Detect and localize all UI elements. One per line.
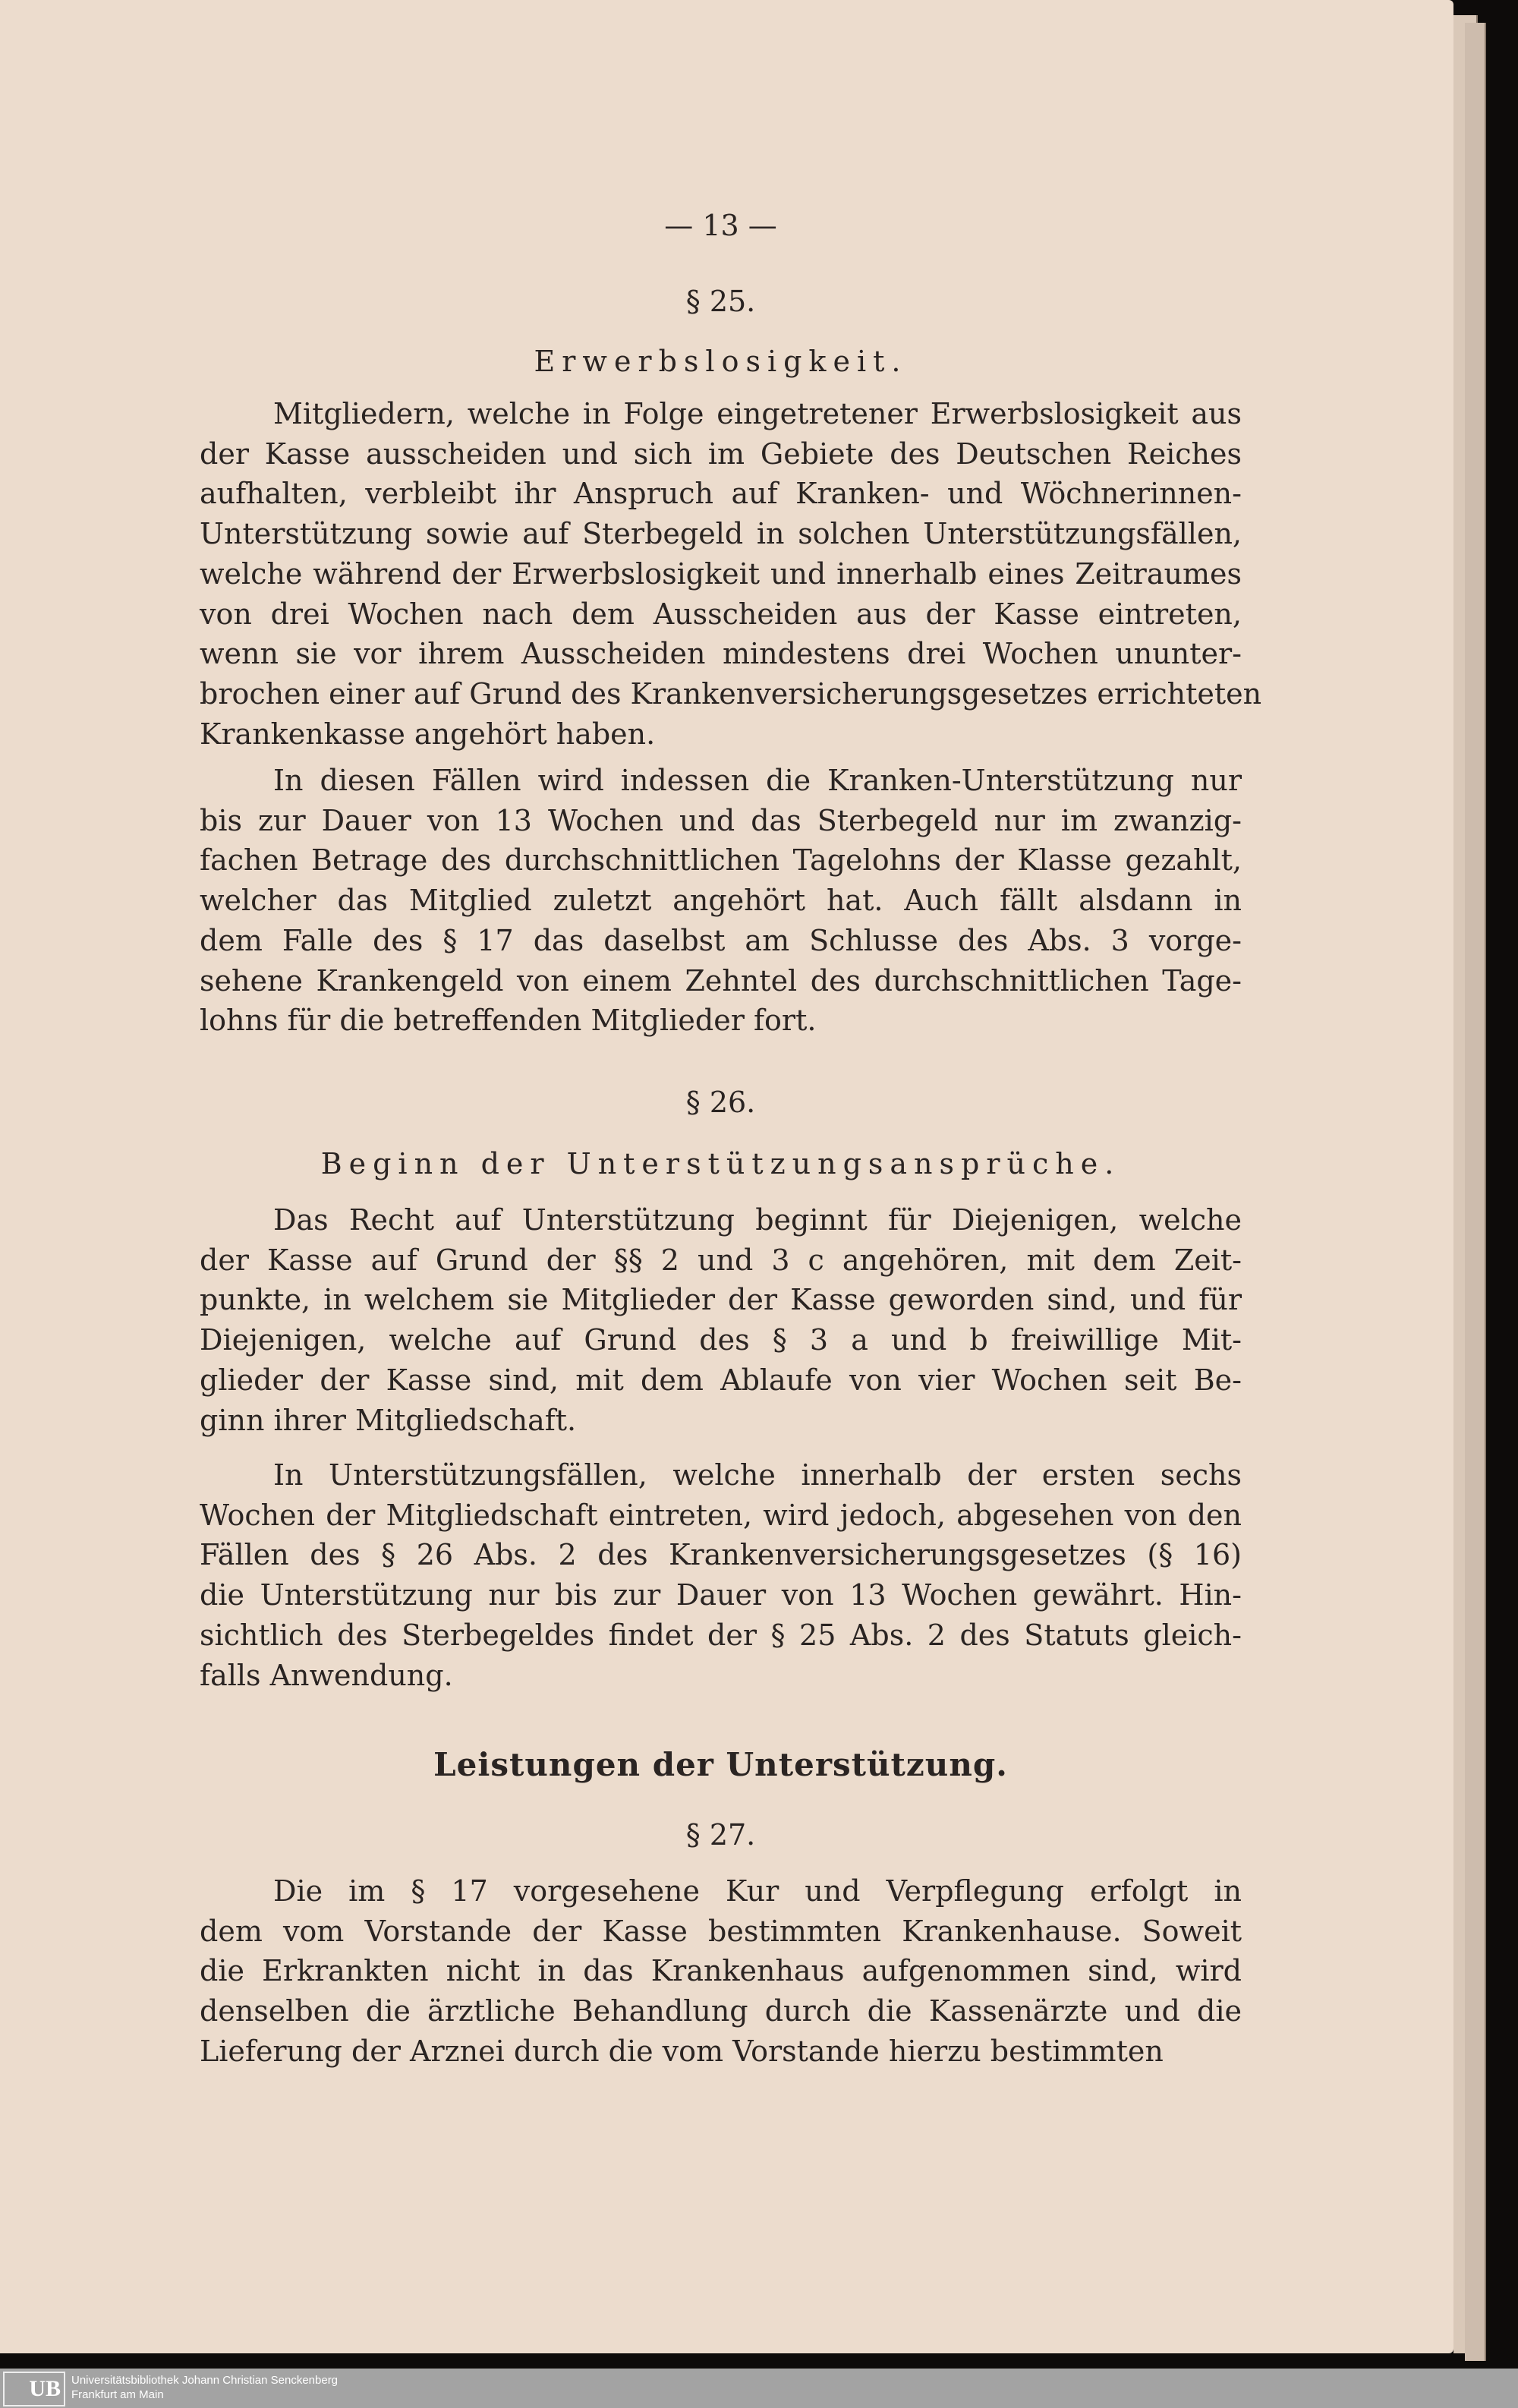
text-line: In diesen Fällen wird indessen die Kranken-Unterstützung nur xyxy=(273,764,1242,797)
chapter-heading: Leistungen der Unterstützung. xyxy=(433,1746,1008,1783)
text-line: Krankenkasse angehört haben. xyxy=(200,717,656,751)
text-line: lohns für die betreffenden Mitglieder fort. xyxy=(200,1004,817,1038)
text-line: sehene Krankengeld von einem Zehntel des durchschnittlichen Tage- xyxy=(200,963,1242,998)
text-line: Unterstützung sowie auf Sterbegeld in solchen Unterstützungsfällen, xyxy=(200,517,1242,551)
section-sign: § 26. xyxy=(685,1086,756,1119)
text-line: Wochen der Mitgliedschaft eintreten, wird jedoch, abgesehen von den xyxy=(200,1498,1242,1532)
page-stack-edge xyxy=(1465,23,1486,2361)
text-line: glieder der Kasse sind, mit dem Ablaufe von vier Wochen seit Be- xyxy=(200,1363,1242,1397)
text-line: von drei Wochen nach dem Ausscheiden aus der Kasse eintreten, xyxy=(200,597,1242,631)
text-line: sichtlich des Sterbegeldes findet der § 25 Abs. 2 des Statuts gleich- xyxy=(200,1618,1242,1652)
text-line: Lieferung der Arznei durch die vom Vorstande hierzu bestimmten xyxy=(200,2034,1164,2068)
text-line: die Erkrankten nicht in das Krankenhaus aufgenommen sind, wird xyxy=(200,1954,1242,1988)
text-line: dem vom Vorstande der Kasse bestimmten Krankenhause. Soweit xyxy=(200,1914,1242,1948)
text-line: falls Anwendung. xyxy=(200,1658,453,1692)
text-line: fachen Betrage des durchschnittlichen Tagelohns der Klasse gezahlt, xyxy=(200,843,1242,878)
text-line: bis zur Dauer von 13 Wochen und das Sterbegeld nur im zwanzig- xyxy=(200,803,1242,837)
library-location: Frankfurt am Main xyxy=(71,2388,164,2401)
text-line: dem Falle des § 17 das daselbst am Schlusse des Abs. 3 vorge- xyxy=(200,923,1242,957)
text-line: denselben die ärztliche Behandlung durch die Kassenärzte und die xyxy=(200,1994,1242,2028)
text-line: der Kasse ausscheiden und sich im Gebiete des Deutschen Reiches xyxy=(200,437,1242,471)
section-title: Beginn der Unterstützungsansprüche. xyxy=(320,1147,1121,1180)
text-line: welche während der Erwerbslosigkeit und innerhalb eines Zeitraumes xyxy=(200,556,1242,591)
text-line: Die im § 17 vorgesehene Kur und Verpflegung erfolgt in xyxy=(273,1874,1242,1908)
page-number: — 13 — xyxy=(664,209,777,242)
text-line: Fällen des § 26 Abs. 2 des Krankenversicherungsgesetzes (§ 16) xyxy=(200,1538,1242,1572)
library-footer xyxy=(0,2369,1518,2408)
text-line: In Unterstützungsfällen, welche innerhalb der ersten sechs xyxy=(273,1458,1242,1492)
text-line: der Kasse auf Grund der §§ 2 und 3 c angehören, mit dem Zeit- xyxy=(200,1243,1242,1277)
section-sign: § 25. xyxy=(685,285,756,318)
text-line: die Unterstützung nur bis zur Dauer von 13 Wochen gewährt. Hin- xyxy=(200,1578,1242,1612)
library-name: Universitätsbibliothek Johann Christian Senckenberg xyxy=(71,2374,339,2387)
section-title: Erwerbslosigkeit. xyxy=(534,345,908,378)
text-line: aufhalten, verbleibt ihr Anspruch auf Kranken- und Wöchnerinnen- xyxy=(200,477,1242,511)
ub-logo: UB xyxy=(3,2372,65,2406)
text-line: Das Recht auf Unterstützung beginnt für Diejenigen, welche xyxy=(273,1203,1242,1237)
text-line: Diejenigen, welche auf Grund des § 3 a und b freiwillige Mit- xyxy=(200,1323,1242,1357)
text-line: brochen einer auf Grund des Krankenversicherungsgesetzes errichteten xyxy=(200,676,1262,711)
text-line: punkte, in welchem sie Mitglieder der Kasse geworden sind, und für xyxy=(200,1283,1242,1317)
section-sign: § 27. xyxy=(685,1818,756,1852)
text-line: wenn sie vor ihrem Ausscheiden mindestens drei Wochen ununter- xyxy=(200,637,1242,671)
text-line: welcher das Mitglied zuletzt angehört hat. Auch fällt alsdann in xyxy=(200,884,1242,918)
text-line: Mitgliedern, welche in Folge eingetretener Erwerbslosigkeit aus xyxy=(273,397,1242,430)
text-line: ginn ihrer Mitgliedschaft. xyxy=(200,1403,577,1437)
